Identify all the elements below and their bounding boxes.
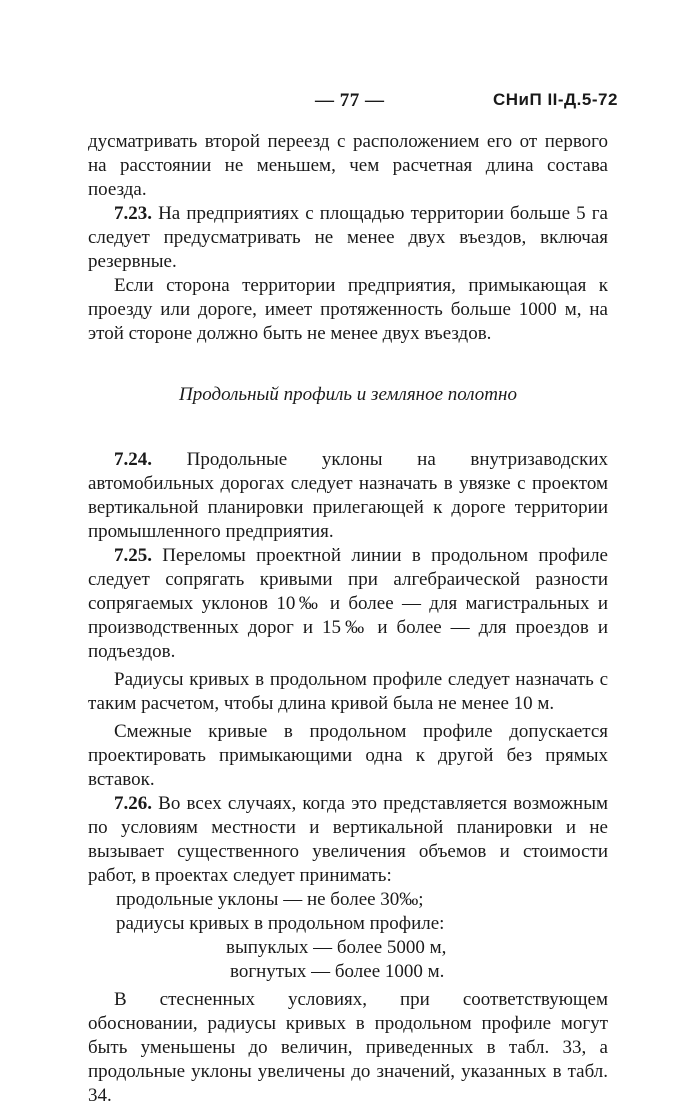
clause-number: 7.24. — [114, 449, 152, 470]
paragraph-entrances: Если сторона территории предприятия, примыкающая к проезду или дороге, имеет протяженность больше 1000 м, на этой стороне должно быть не менее двух въездов. — [88, 275, 608, 344]
paragraph-curve-radius: Радиусы кривых в продольном профиле следует назначать с таким расчетом, чтобы длина кривой была не менее 10 м. — [88, 669, 608, 714]
clause-text: На предприятиях с площадью территории больше 5 га следует предусматривать не менее двух въездов, включая резервные. — [88, 203, 608, 272]
clause-text: Во всех случаях, когда это представляется возможным по условиям местности и вертикальной планировки и не вызывает существенного увеличения объемов и стоимости работ, в проектах следует принимать: — [88, 793, 608, 886]
section-heading: Продольный профиль и земляное полотно — [179, 384, 517, 405]
list-item-slopes: продольные уклоны — не более 30‰; — [116, 889, 424, 910]
paragraph-constrained-conditions: В стесненных условиях, при соответствующем обосновании, радиусы кривых в продольном профиле могут быть уменьшены до величин, приведенных в табл. 33, а продольные уклоны увеличены до значений, указанных в табл. 34. — [88, 989, 608, 1106]
clause-number: 7.26. — [114, 793, 152, 814]
clause-7-25 — [88, 544, 608, 664]
clause-text: Переломы проектной линии в продольном профиле следует сопрягать кривыми при алгебраической разности сопрягаемых уклонов 10‰ и более — для магистральных и производственных дорог и 15‰ и более — для проездов и подъездов. — [88, 545, 608, 662]
document-code: СНиП II-Д.5-72 — [493, 90, 618, 109]
list-item-curve-radii: радиусы кривых в продольном профиле: — [116, 913, 445, 934]
list-item-concave: вогнутых — более 1000 м. — [230, 961, 445, 982]
clause-number: 7.25. — [114, 545, 152, 566]
paragraph-adjacent-curves: Смежные кривые в продольном профиле допускается проектировать примыкающими одна к другой без прямых вставок. — [88, 721, 608, 790]
clause-number: 7.23. — [114, 203, 152, 224]
page-number: — 77 — — [315, 90, 385, 111]
clause-text: Продольные уклоны на внутризаводских автомобильных дорогах следует назначать в увязке с проектом вертикальной планировки прилегающей к дороге территории промышленного предприятия. — [88, 449, 608, 542]
clause-7-23 — [88, 202, 608, 274]
paragraph-continuation: дусматривать второй переезд с расположением его от первого на расстоянии не меньшем, чем расчетная длина состава поезда. — [88, 131, 608, 200]
page-header — [0, 90, 700, 120]
clause-7-24 — [88, 448, 608, 544]
list-item-convex: выпуклых — более 5000 м, — [226, 937, 447, 958]
document-body — [88, 130, 608, 1108]
clause-7-26 — [88, 792, 608, 888]
